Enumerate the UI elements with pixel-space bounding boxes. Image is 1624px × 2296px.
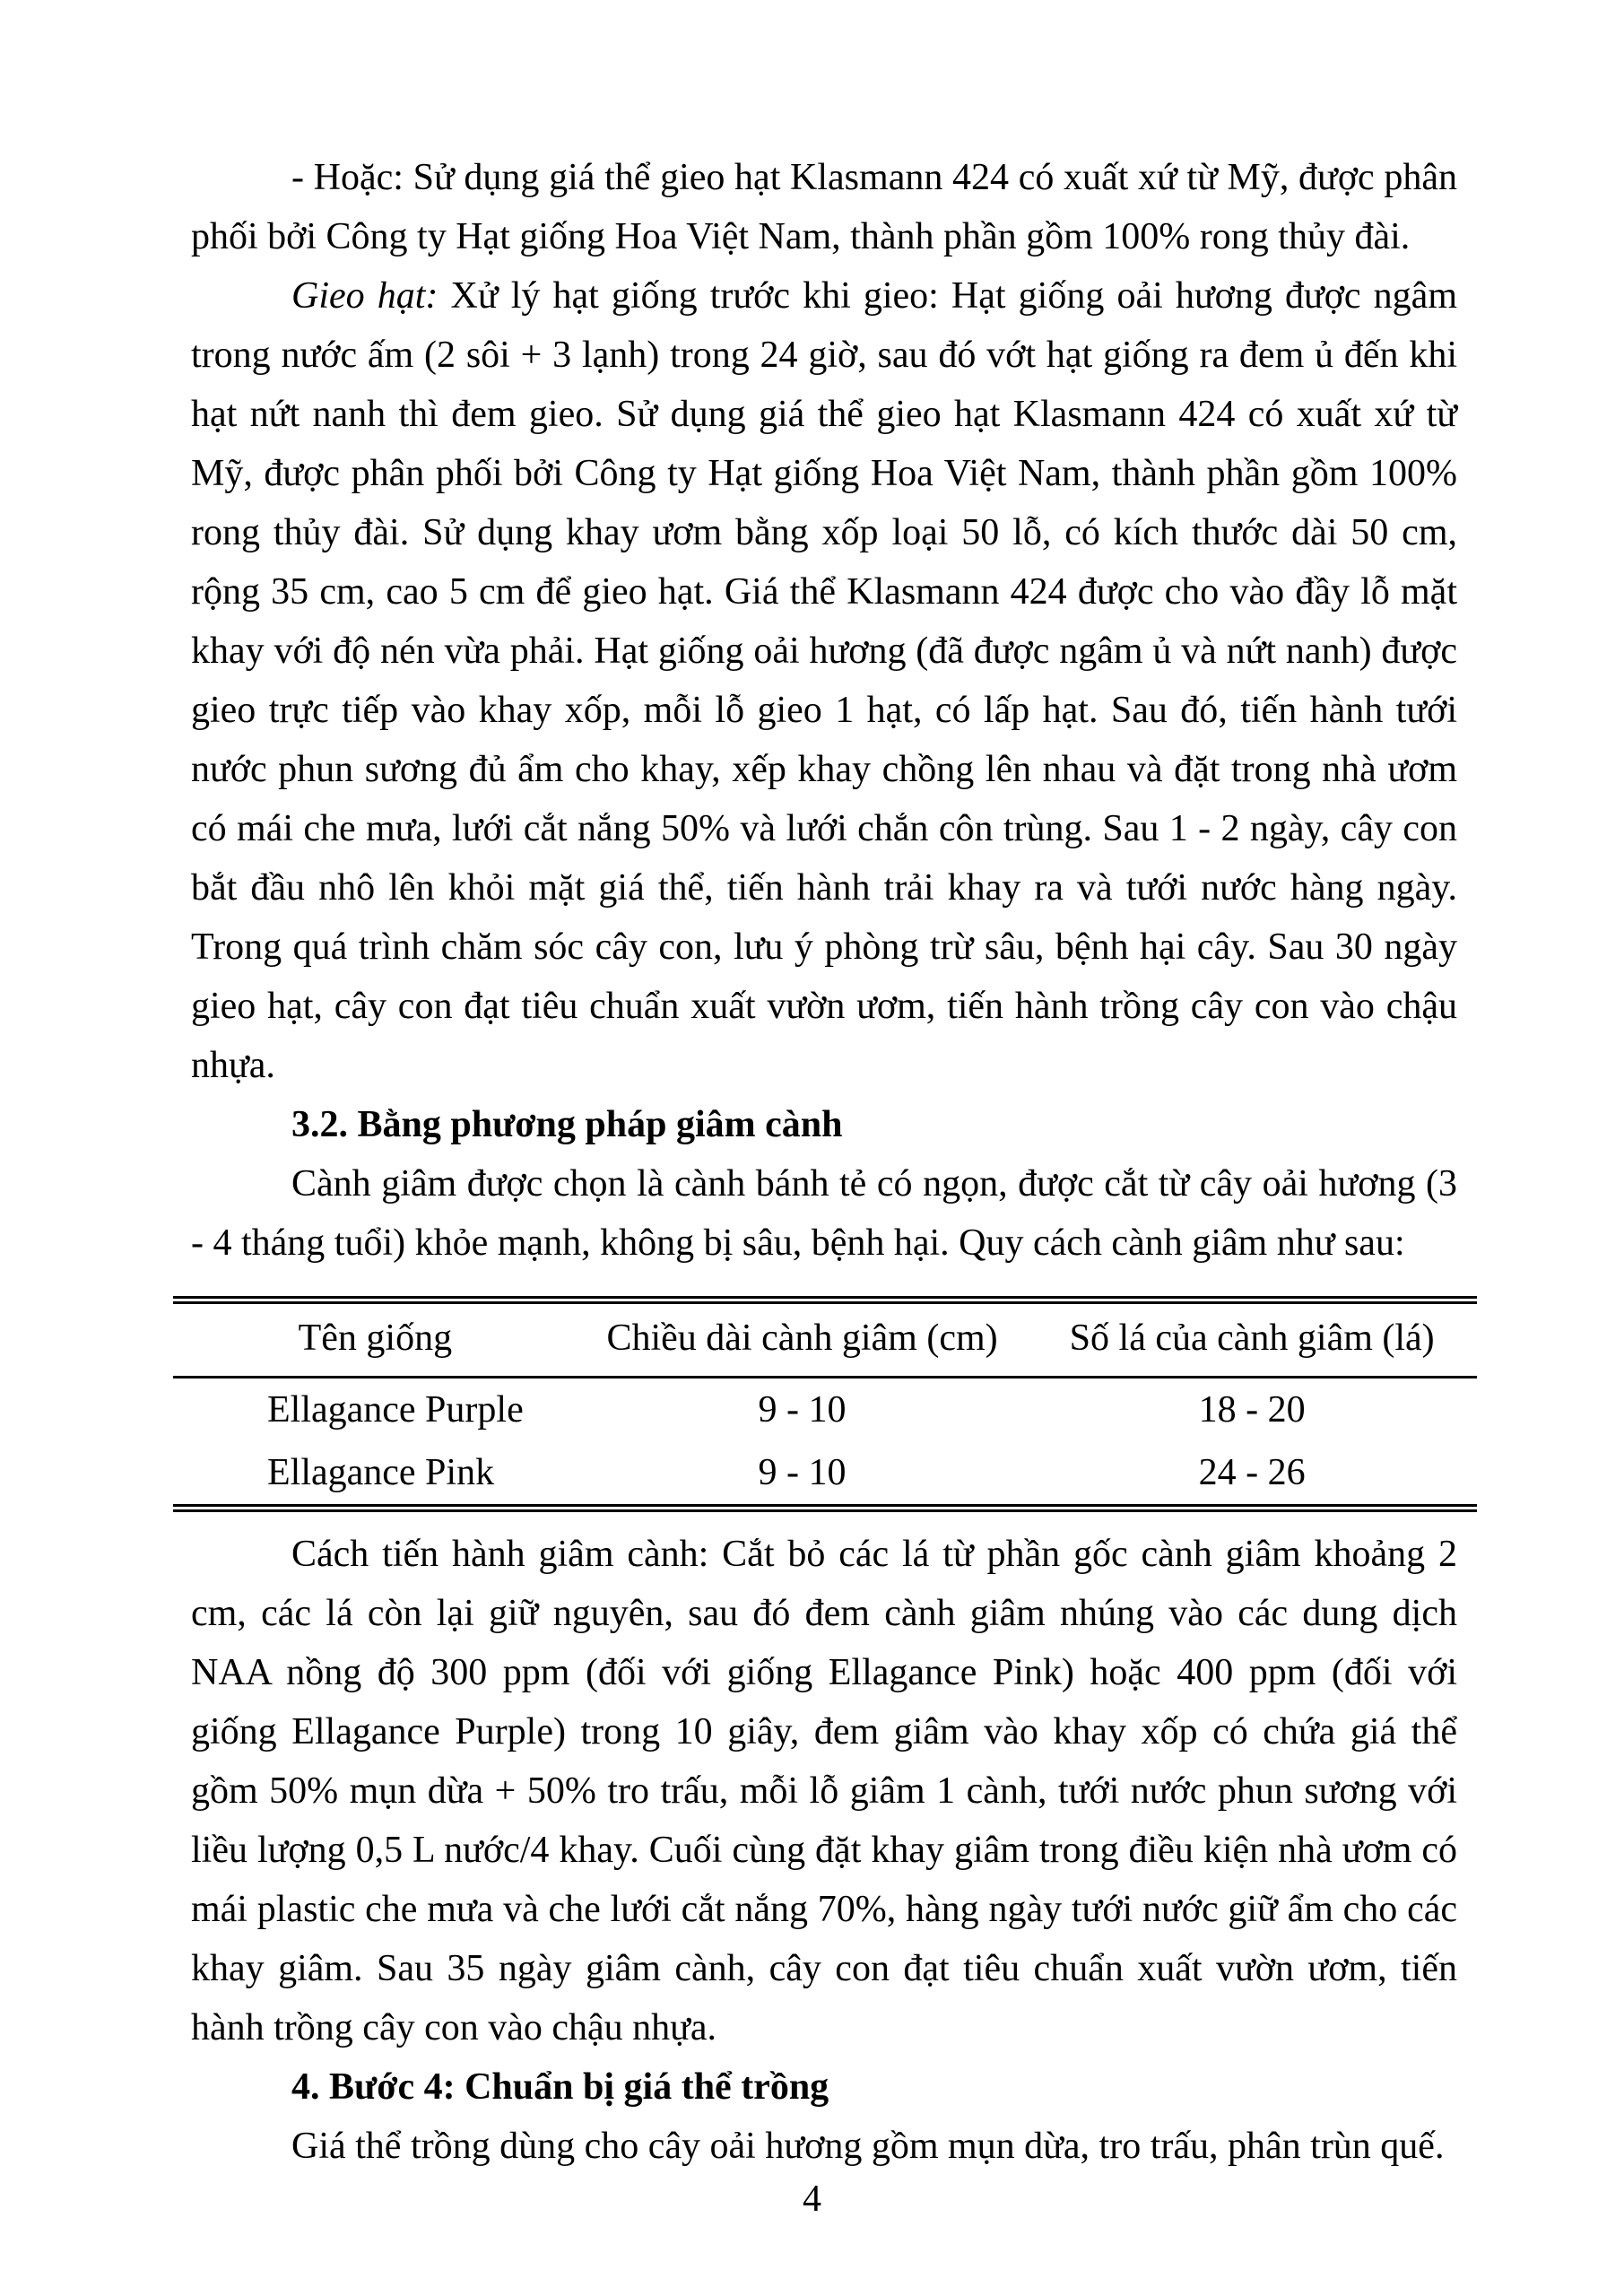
- cell-cutting-length: 9 - 10: [758, 1389, 847, 1431]
- section-heading-3-2: 3.2. Bằng phương pháp giâm cành: [291, 1104, 843, 1145]
- table-header-leaf-count: Số lá của cành giâm (lá): [1027, 1300, 1477, 1378]
- section-heading-4: 4. Bước 4: Chuẩn bị giá thể trồng: [291, 2066, 829, 2108]
- table-header-row: [173, 1300, 1477, 1378]
- paragraph-canh-giam: Cành giâm được chọn là cành bánh tẻ có ngọn, được cắt từ cây oải hương (3 - 4 tháng tuổi) khỏe mạnh, không bị sâu, bệnh hại. Quy cách cành giâm như sau:: [191, 1163, 1457, 1264]
- table-row: [173, 1441, 1477, 1509]
- cell-leaf-count: 18 - 20: [1198, 1389, 1306, 1431]
- table-row: [173, 1378, 1477, 1442]
- paragraph-hoac: - Hoặc: Sử dụng giá thể gieo hạt Klasmann 424 có xuất xứ từ Mỹ, được phân phối bởi Công ty Hạt giống Hoa Việt Nam, thành phần gồm 100% rong thủy đài.: [191, 157, 1457, 257]
- paragraph-gia-the: Giá thể trồng dùng cho cây oải hương gồm mụn dừa, tro trấu, phân trùn quế.: [291, 2126, 1445, 2167]
- cell-leaf-count: 24 - 26: [1198, 1452, 1306, 1493]
- paragraph-cach-tien-hanh: Cách tiến hành giâm cành: Cắt bỏ các lá từ phần gốc cành giâm khoảng 2 cm, các lá còn lại giữ nguyên, sau đó đem cành giâm nhúng vào các dung dịch NAA nồng độ 300 ppm (đối với giống Ellagance Pink) hoặc 400 ppm (đối với giống Ellagance Purple) trong 10 giây, đem giâm vào khay xốp có chứa giá thể gồm 50% mụn dừa + 50% tro trấu, mỗi lỗ giâm 1 cành, tưới nước phun sương với liều lượng 0,5 L nước/4 khay. Cuối cùng đặt khay giâm trong điều kiện nhà ươm có mái plastic che mưa và che lưới cắt nắng 70%, hàng ngày tưới nước giữ ẩm cho các khay giâm. Sau 35 ngày giâm cành, cây con đạt tiêu chuẩn xuất vườn ươm, tiến hành trồng cây con vào chậu nhựa.: [191, 1534, 1457, 2048]
- cutting-specs-table: [173, 1296, 1477, 1512]
- paragraph-gieo-hat-lead: Gieo hạt:: [291, 275, 439, 317]
- table-header-variety: Tên giống: [173, 1300, 578, 1378]
- table-header-cutting-length: Chiều dài cành giâm (cm): [578, 1300, 1028, 1378]
- cell-variety: Ellagance Purple: [267, 1389, 524, 1431]
- paragraph-gieo-hat-body: Xử lý hạt giống trước khi gieo: Hạt giống oải hương được ngâm trong nước ấm (2 sôi + 3 lạnh) trong 24 giờ, sau đó vớt hạt giống ra đem ủ đến khi hạt nứt nanh thì đem gieo. Sử dụng giá thể gieo hạt Klasmann 424 có xuất xứ từ Mỹ, được phân phối bởi Công ty Hạt giống Hoa Việt Nam, thành phần gồm 100% rong thủy đài. Sử dụng khay ươm bằng xốp loại 50 lỗ, có kích thước dài 50 cm, rộng 35 cm, cao 5 cm để gieo hạt. Giá thể Klasmann 424 được cho vào đầy lỗ mặt khay với độ nén vừa phải. Hạt giống oải hương (đã được ngâm ủ và nứt nanh) được gieo trực tiếp vào khay xốp, mỗi lỗ gieo 1 hạt, có lấp hạt. Sau đó, tiến hành tưới nước phun sương đủ ẩm cho khay, xếp khay chồng lên nhau và đặt trong nhà ươm có mái che mưa, lưới cắt nắng 50% và lưới chắn côn trùng. Sau 1 - 2 ngày, cây con bắt đầu nhô lên khỏi mặt giá thể, tiến hành trải khay ra và tưới nước hàng ngày. Trong quá trình chăm sóc cây con, lưu ý phòng trừ sâu, bệnh hại cây. Sau 30 ngày gieo hạt, cây con đạt tiêu chuẩn xuất vườn ươm, tiến hành trồng cây con vào chậu nhựa.: [191, 275, 1457, 1086]
- paragraph-gieo-hat: [191, 266, 1457, 1095]
- page-number: 4: [803, 2179, 821, 2220]
- page-content: [191, 148, 1457, 2176]
- cell-variety: Ellagance Pink: [267, 1452, 495, 1493]
- cell-cutting-length: 9 - 10: [758, 1452, 847, 1493]
